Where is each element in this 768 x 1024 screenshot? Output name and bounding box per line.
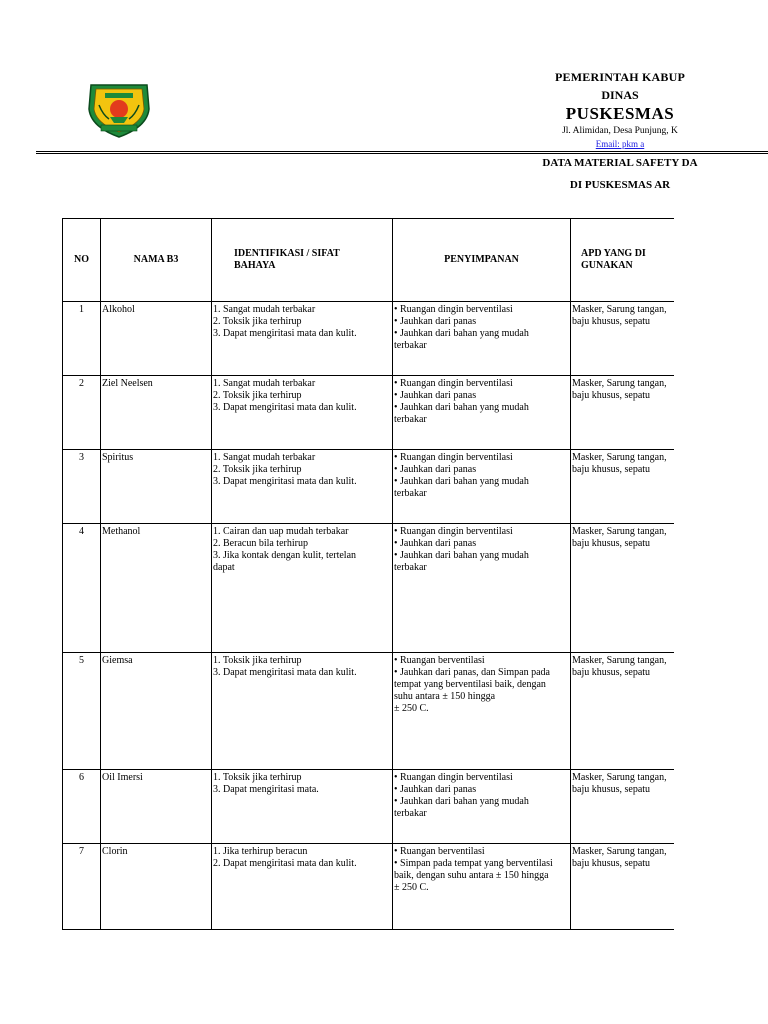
cell-hazards-line: dapat (213, 562, 235, 573)
cell-hazards-line: 3. Dapat mengiritasi mata dan kulit. (213, 402, 357, 413)
cell-storage-line: terbakar (394, 808, 427, 819)
cell-ppe-line: Masker, Sarung tangan, (572, 526, 667, 537)
cell-storage (393, 524, 571, 653)
cell-storage-line: • Ruangan dingin berventilasi (394, 304, 513, 315)
cell-ppe-line: baju khusus, sepatu (572, 464, 651, 475)
cell-hazards-line: 2. Beracun bila terhirup (213, 538, 308, 549)
cell-storage (393, 770, 571, 844)
cell-hazards-line: 2. Toksik jika terhirup (213, 390, 302, 401)
cell-no: 5 (63, 653, 101, 770)
cell-storage-line: terbakar (394, 488, 427, 499)
cell-name: Methanol (101, 524, 212, 653)
cell-ppe-line: Masker, Sarung tangan, (572, 846, 667, 857)
letterhead-address: Jl. Alimidan, Desa Punjung, K (562, 126, 678, 136)
cell-name: Spiritus (101, 450, 212, 524)
cell-storage-line: tempat yang berventilasi baik, dengan (394, 679, 546, 690)
cell-storage-line: • Jauhkan dari bahan yang mudah (394, 796, 529, 807)
cell-hazards-line: 1. Cairan dan uap mudah terbakar (213, 526, 349, 537)
cell-ppe-line: Masker, Sarung tangan, (572, 655, 667, 666)
cell-hazards (212, 770, 393, 844)
cell-storage-line: • Ruangan berventilasi (394, 846, 485, 857)
cell-no: 3 (63, 450, 101, 524)
header-hazard: IDENTIFIKASI / SIFAT BAHAYA (212, 219, 393, 302)
cell-hazards-line: 1. Sangat mudah terbakar (213, 304, 316, 315)
cell-hazards (212, 450, 393, 524)
cell-storage (393, 376, 571, 450)
cell-ppe-line: Masker, Sarung tangan, (572, 452, 667, 463)
cell-name: Giemsa (101, 653, 212, 770)
letterhead-email[interactable]: Email: pkm a (595, 139, 645, 149)
cell-hazards (212, 376, 393, 450)
cell-ppe-line: baju khusus, sepatu (572, 316, 651, 327)
cell-hazards (212, 524, 393, 653)
cell-name: Alkohol (101, 302, 212, 376)
cell-ppe-line: baju khusus, sepatu (572, 667, 651, 678)
cell-ppe-line: baju khusus, sepatu (572, 784, 651, 795)
cell-storage-line: • Jauhkan dari panas (394, 784, 477, 795)
cell-storage-line: • Jauhkan dari panas (394, 390, 477, 401)
table-row (63, 450, 768, 524)
cell-storage-line: • Ruangan berventilasi (394, 655, 485, 666)
cell-hazards (212, 302, 393, 376)
header-no: NO (63, 219, 101, 302)
cell-storage-line: • Jauhkan dari bahan yang mudah (394, 328, 529, 339)
cell-no: 6 (63, 770, 101, 844)
letterhead-government: PEMERINTAH KABUP (555, 70, 685, 84)
cell-hazards-line: 3. Dapat mengiritasi mata. (213, 784, 319, 795)
cell-no: 1 (63, 302, 101, 376)
cell-storage-line: • Simpan pada tempat yang berventilasi (394, 858, 553, 869)
cell-storage-line: • Jauhkan dari panas (394, 316, 477, 327)
cell-storage-line: terbakar (394, 414, 427, 425)
cell-storage-line: baik, dengan suhu antara ± 150 hingga (394, 870, 549, 881)
cell-hazards-line: 1. Sangat mudah terbakar (213, 378, 316, 389)
page-crop-mask (674, 210, 768, 940)
cell-storage-line: • Jauhkan dari panas (394, 464, 477, 475)
regency-emblem-logo (83, 79, 155, 139)
table-row (63, 302, 768, 376)
cell-ppe-line: Masker, Sarung tangan, (572, 378, 667, 389)
cell-storage-line: • Ruangan dingin berventilasi (394, 526, 513, 537)
cell-name: Oil Imersi (101, 770, 212, 844)
cell-hazards-line: 2. Toksik jika terhirup (213, 464, 302, 475)
cell-storage-line: • Jauhkan dari bahan yang mudah (394, 550, 529, 561)
cell-ppe-line: Masker, Sarung tangan, (572, 304, 667, 315)
cell-ppe-line: baju khusus, sepatu (572, 538, 651, 549)
cell-storage-line: • Jauhkan dari bahan yang mudah (394, 476, 529, 487)
cell-storage (393, 302, 571, 376)
cell-storage-line: terbakar (394, 340, 427, 351)
cell-hazards-line: 3. Dapat mengiritasi mata dan kulit. (213, 476, 357, 487)
cell-storage-line: • Jauhkan dari bahan yang mudah (394, 402, 529, 413)
cell-name: Ziel Neelsen (101, 376, 212, 450)
cell-hazards-line: 1. Sangat mudah terbakar (213, 452, 316, 463)
cell-storage-line: ± 250 C. (394, 882, 429, 893)
cell-ppe-line: Masker, Sarung tangan, (572, 772, 667, 783)
cell-storage (393, 653, 571, 770)
table-row (63, 653, 768, 770)
cell-hazards-line: 1. Jika terhirup beracun (213, 846, 308, 857)
cell-no: 2 (63, 376, 101, 450)
document-title: DATA MATERIAL SAFETY DA (542, 157, 698, 169)
cell-name: Clorin (101, 844, 212, 930)
cell-storage-line: • Ruangan dingin berventilasi (394, 378, 513, 389)
msds-table (62, 218, 768, 930)
cell-hazards-line: 2. Toksik jika terhirup (213, 316, 302, 327)
cell-hazards (212, 653, 393, 770)
header-name: NAMA B3 (101, 219, 212, 302)
cell-storage-line: terbakar (394, 562, 427, 573)
letterhead-divider (36, 151, 768, 152)
cell-hazards-line: 1. Toksik jika terhirup (213, 772, 302, 783)
cell-storage-line: • Jauhkan dari panas, dan Simpan pada (394, 667, 550, 678)
cell-ppe-line: baju khusus, sepatu (572, 858, 651, 869)
cell-no: 4 (63, 524, 101, 653)
cell-ppe-line: baju khusus, sepatu (572, 390, 651, 401)
document-subtitle: DI PUSKESMAS AR (569, 179, 671, 191)
letterhead-divider-thin (36, 153, 768, 154)
header-storage: PENYIMPANAN (393, 219, 571, 302)
cell-storage-line: • Jauhkan dari panas (394, 538, 477, 549)
cell-hazards-line: 2. Dapat mengiritasi mata dan kulit. (213, 858, 357, 869)
table-row (63, 844, 768, 930)
cell-no: 7 (63, 844, 101, 930)
cell-hazards-line: 3. Dapat mengiritasi mata dan kulit. (213, 328, 357, 339)
table-row (63, 770, 768, 844)
letterhead-puskesmas: PUSKESMAS (565, 104, 675, 123)
cell-storage (393, 844, 571, 930)
table-row (63, 524, 768, 653)
cell-storage-line: • Ruangan dingin berventilasi (394, 772, 513, 783)
cell-storage (393, 450, 571, 524)
letterhead-department: DINAS (601, 88, 639, 102)
cell-hazards-line: 1. Toksik jika terhirup (213, 655, 302, 666)
cell-storage-line: ± 250 C. (394, 703, 429, 714)
cell-hazards-line: 3. Jika kontak dengan kulit, tertelan (213, 550, 357, 561)
cell-hazards (212, 844, 393, 930)
cell-storage-line: suhu antara ± 150 hingga (394, 691, 496, 702)
header-ppe: APD YANG DI GUNAKAN (571, 219, 768, 302)
cell-storage-line: • Ruangan dingin berventilasi (394, 452, 513, 463)
cell-hazards-line: 3. Dapat mengiritasi mata dan kulit. (213, 667, 357, 678)
table-row (63, 376, 768, 450)
table-header-row (63, 219, 768, 302)
